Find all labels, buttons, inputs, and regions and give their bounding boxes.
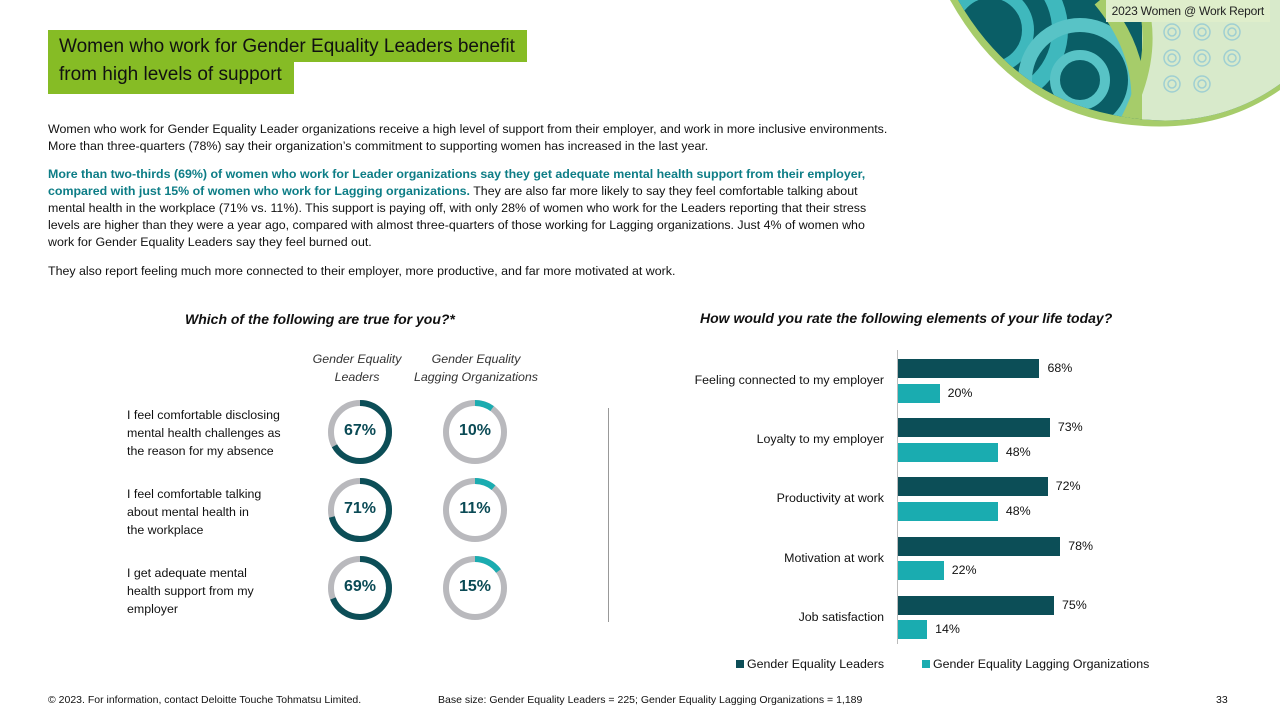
mental-health-paragraph xyxy=(48,166,888,251)
footer-base-size: Base size: Gender Equality Leaders = 225; Gender Equality Lagging Organizations = 1,189 xyxy=(438,694,863,706)
donut-value-label-leaders: 71% xyxy=(343,500,377,517)
column-head-lagging xyxy=(400,350,552,386)
donut-row-label-line: the workplace xyxy=(127,523,204,537)
bar-leaders xyxy=(898,596,1054,615)
legend-swatch-lagging xyxy=(922,660,930,668)
donut-chart-title: Which of the following are true for you?* xyxy=(185,311,455,327)
donut-row-label-line: the reason for my absence xyxy=(127,444,274,458)
bar-value-label: 68% xyxy=(1047,361,1073,375)
connection-paragraph: They also report feeling much more connected to their employer, more productive, and far more motivated at work. xyxy=(48,264,676,278)
bar-value-label: 75% xyxy=(1062,597,1087,612)
donut-row-label xyxy=(127,406,281,460)
bar-category-label: Loyalty to my employer xyxy=(756,432,884,447)
bar-value-label: 20% xyxy=(947,385,973,400)
donut-value-label-lagging: 10% xyxy=(458,422,492,439)
chart-divider xyxy=(608,408,609,622)
column-head-leaders-line-1: Gender Equality xyxy=(312,352,402,366)
bar-value-label: 22% xyxy=(951,563,977,578)
bar-leaders xyxy=(898,359,1039,378)
column-head-lagging-line-1: Gender Equality xyxy=(431,352,521,366)
donut-value-label-leaders: 67% xyxy=(343,422,377,439)
bar-value-label: 48% xyxy=(1005,444,1031,459)
column-head-leaders xyxy=(297,350,417,386)
donut-row-label-line: about mental health in xyxy=(127,505,249,519)
bar-leaders xyxy=(898,418,1050,437)
bar-value-label: 14% xyxy=(935,622,960,637)
bar-leaders xyxy=(898,477,1048,496)
bar-value-label: 72% xyxy=(1055,479,1081,494)
legend-label-lagging: Gender Equality Lagging Organizations xyxy=(933,657,1150,671)
report-tag: 2023 Women @ Work Report xyxy=(1106,0,1270,22)
donut-row-label-line: I feel comfortable talking xyxy=(127,487,262,501)
page-title-line-1: Women who work for Gender Equality Leaders benefit xyxy=(48,30,527,62)
legend-item-leaders xyxy=(736,657,884,671)
bar-category-label: Motivation at work xyxy=(784,550,884,565)
bar-category-label: Feeling connected to my employer xyxy=(694,373,884,387)
donut-value-label-lagging: 15% xyxy=(458,578,492,595)
bar-value-label: 48% xyxy=(1005,503,1031,518)
bar-lagging xyxy=(898,502,998,521)
donut-value-label-leaders: 69% xyxy=(343,578,377,595)
page-title xyxy=(48,30,527,94)
donut-row-label xyxy=(127,485,261,539)
page-number: 33 xyxy=(1216,694,1228,706)
bar-value-label: 78% xyxy=(1068,538,1094,553)
column-head-leaders-line-2: Leaders xyxy=(334,370,380,384)
bar-category-label: Job satisfaction xyxy=(798,609,884,624)
legend-swatch-leaders xyxy=(736,660,744,668)
bar-lagging xyxy=(898,384,940,403)
footer-copyright: © 2023. For information, contact Deloitte Touche Tohmatsu Limited. xyxy=(48,694,362,706)
paragraph-continuation: They are also far more likely to say they feel comfortable talking about mental health in the workplace (71% vs. 11%). This support is paying off, with only 28% of women who work for the Leaders reporting that their stress levels are higher than they were a year ago, compared with almost three-quarters of those working for Lagging organizations. Just 4% of women who work for Gender Equality Leaders say they feel burned out. xyxy=(48,184,867,249)
donut-row-label-line: mental health challenges as xyxy=(127,426,281,440)
donut-row-label-line: health support from my xyxy=(127,584,254,598)
bar-category-label: Productivity at work xyxy=(776,491,884,506)
intro-paragraph: Women who work for Gender Equality Leader organizations receive a high level of support from their employer, and work in more inclusive environments. More than three-quarters (78%) say their organization’s commitment to supporting women has increased in the last year. xyxy=(48,122,888,153)
bar-lagging xyxy=(898,620,927,639)
donut-value-label-lagging: 11% xyxy=(459,500,491,517)
bar-lagging xyxy=(898,561,944,580)
bar-leaders xyxy=(898,537,1060,556)
legend-label-leaders: Gender Equality Leaders xyxy=(747,657,885,671)
bar-chart-title: How would you rate the following elements of your life today? xyxy=(700,310,1113,326)
donut-row-label-line: I feel comfortable disclosing xyxy=(127,408,280,422)
highlight-text: More than two-thirds (69%) of women who work for Leader organizations say they get adequate mental health support from their employer, compared with just 15% of women who work for Lagging organizations. xyxy=(48,167,866,198)
donut-row-label-line: employer xyxy=(127,602,178,616)
bar-value-label: 73% xyxy=(1057,420,1083,435)
bar-lagging xyxy=(898,443,998,462)
page-title-line-2: from high levels of support xyxy=(48,62,294,94)
column-head-lagging-line-2: Lagging Organizations xyxy=(414,370,538,384)
donut-row-label-line: I get adequate mental xyxy=(127,566,247,580)
legend-item-lagging xyxy=(922,657,1149,671)
donut-row-label xyxy=(127,564,254,618)
